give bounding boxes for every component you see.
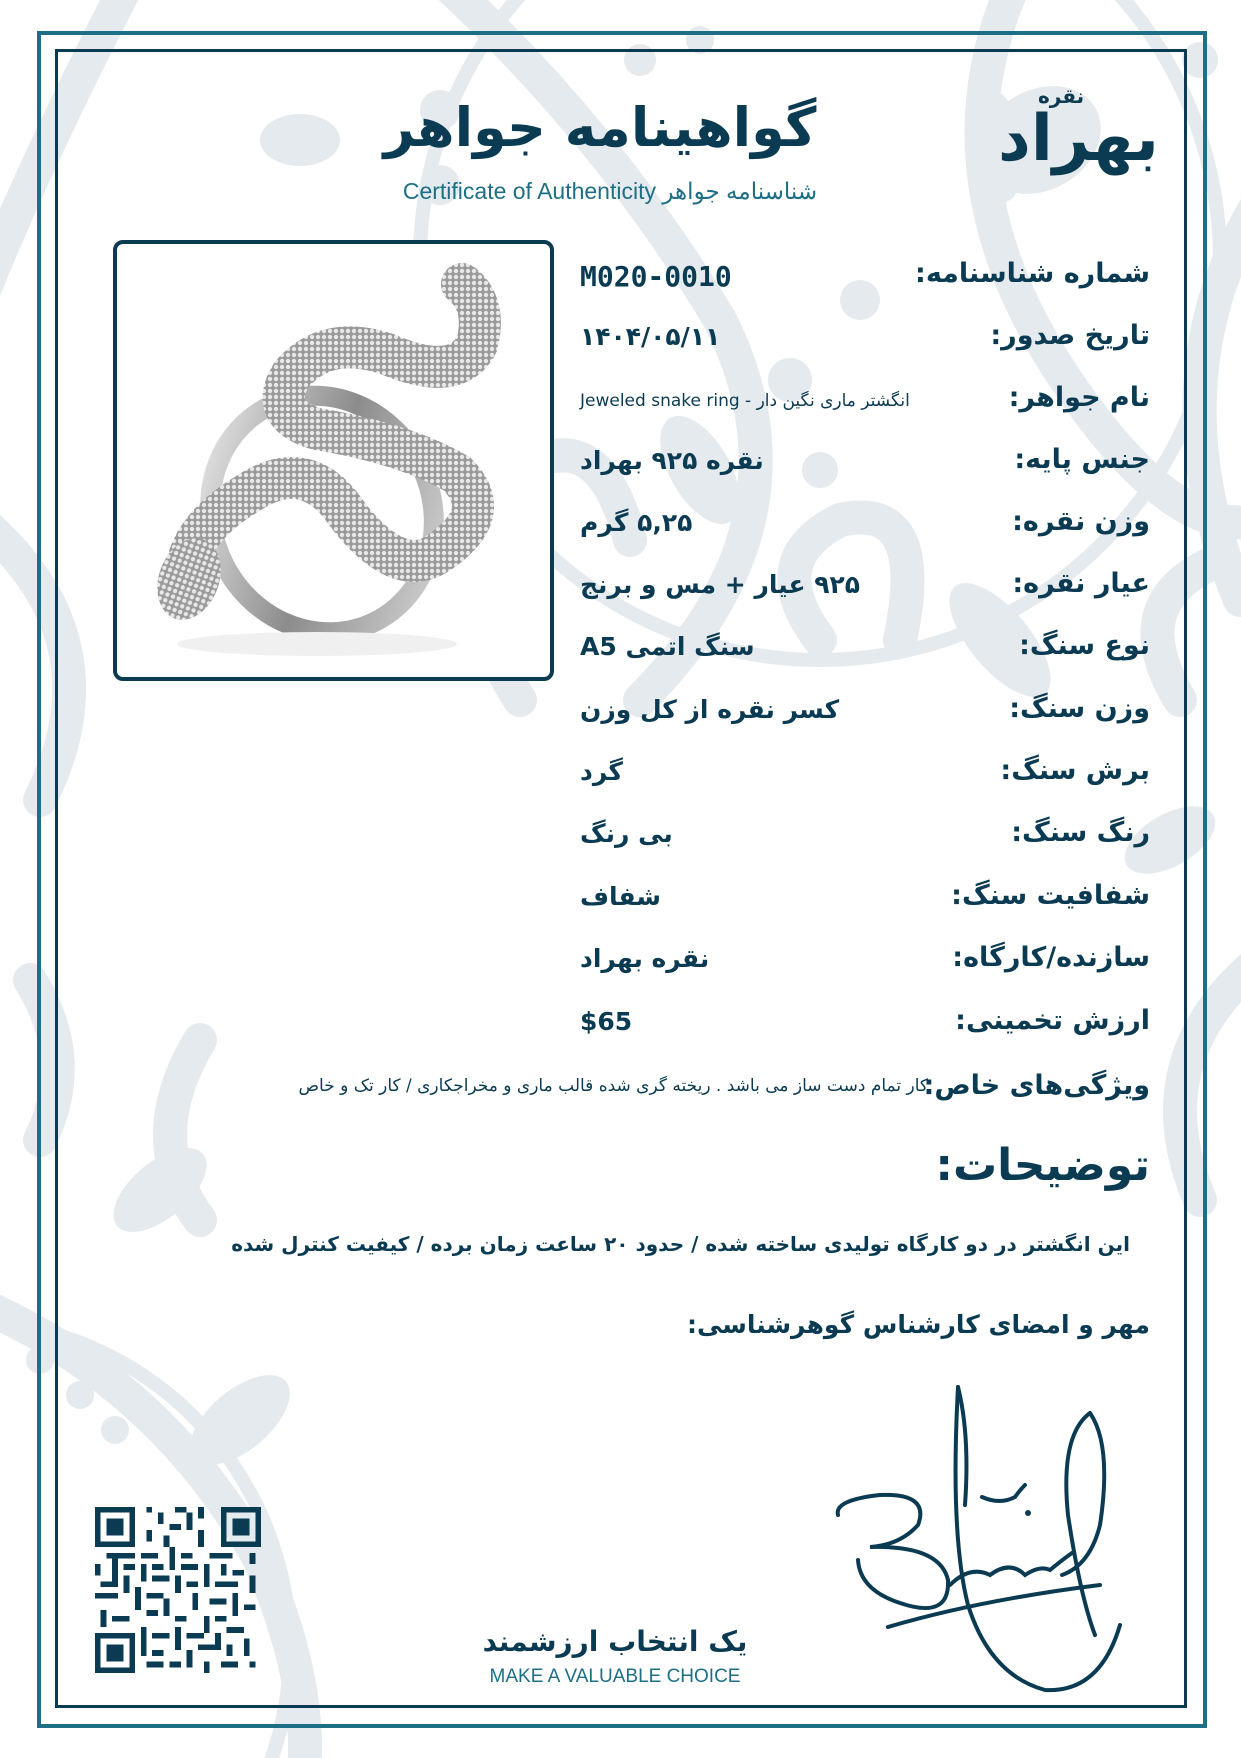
expert-seal-label: مهر و امضای کارشناس گوهرشناسی: (686, 1310, 1150, 1339)
logo-main-text: بهراد (998, 102, 1159, 176)
field-label: شماره شناسنامه: (915, 258, 1150, 289)
slogan-english: MAKE A VALUABLE CHOICE (489, 1666, 741, 1687)
description-text: این انگشتر در دو کارگاه تولیدی ساخته شده / حدود ۲۰ ساعت زمان برده / کیفیت کنترل شده (231, 1232, 1130, 1256)
product-photo (113, 240, 554, 681)
field-label: سازنده/کارگاه: (952, 942, 1150, 973)
field-label: شفافیت سنگ: (951, 880, 1150, 911)
field-label: رنگ سنگ: (1011, 817, 1150, 848)
field-row-silver-weight (580, 506, 1150, 550)
special-features-label: ویژگی‌های خاص: (923, 1070, 1150, 1101)
field-row-base-material (580, 444, 1150, 488)
logo-small-text: نقره (1038, 84, 1085, 108)
field-label: عیار نقره: (1012, 568, 1150, 599)
field-label: نام جواهر: (1008, 382, 1150, 413)
qr-code-icon (95, 1507, 261, 1673)
subtitle-english: Certificate of Authenticity (402, 178, 656, 204)
field-row-estimated-value (580, 1005, 1150, 1049)
field-label: وزن نقره: (1012, 506, 1150, 537)
field-value: سنگ اتمی A5 (580, 632, 755, 661)
field-row-stone-type (580, 630, 1150, 674)
field-label: جنس پایه: (1014, 444, 1150, 475)
field-value: نقره بهراد (580, 944, 710, 973)
field-row-stone-clarity (580, 880, 1150, 924)
snake-ring-image (117, 244, 550, 677)
field-value: شفاف (580, 882, 662, 911)
brand-logo (990, 80, 1159, 200)
field-value: ۵,۲۵ گرم (580, 508, 693, 537)
field-value: $65 (580, 1007, 633, 1036)
field-value: ۹۲۵ عیار + مس و برنج (580, 570, 861, 599)
field-row-stone-weight (580, 693, 1150, 737)
certificate-subtitle (360, 178, 860, 205)
special-features-value: کار تمام دست ساز می باشد . ریخته گری شده قالب ماری و مخراجکاری / کار تک و خاص (298, 1076, 928, 1096)
field-value: ۱۴۰۴/۰۵/۱۱ (580, 322, 721, 351)
field-value: انگشتر ماری نگین دار - Jeweled snake ring (580, 391, 910, 411)
field-value: نقره ۹۲۵ بهراد (580, 446, 764, 475)
field-value: بی رنگ (580, 819, 673, 848)
field-row-stone-color (580, 817, 1150, 861)
signature-icon (800, 1375, 1140, 1695)
field-row-certificate-number (580, 258, 1150, 302)
field-row-stone-cut (580, 755, 1150, 799)
subtitle-persian: شناسنامه جواهر (662, 178, 818, 204)
field-row-silver-purity (580, 568, 1150, 612)
field-row-jewel-name (580, 382, 1150, 426)
certificate-title: گواهینامه جواهر (383, 96, 817, 159)
qr-code[interactable] (95, 1507, 261, 1673)
description-title: توضیحات: (935, 1140, 1150, 1191)
field-label: نوع سنگ: (1019, 630, 1150, 661)
field-value: گرد (580, 757, 623, 786)
slogan-persian: یک انتخاب ارزشمند (482, 1625, 748, 1658)
field-label: تاریخ صدور: (990, 320, 1150, 351)
field-label: وزن سنگ: (1009, 693, 1150, 724)
field-row-issue-date (580, 320, 1150, 364)
field-row-maker (580, 942, 1150, 986)
signature (800, 1375, 1140, 1695)
field-value: M020-0010 (580, 260, 732, 293)
field-label: ارزش تخمینی: (955, 1005, 1150, 1036)
field-value: کسر نقره از کل وزن (580, 695, 840, 724)
special-features-row (95, 1070, 1150, 1120)
field-label: برش سنگ: (1000, 755, 1150, 786)
